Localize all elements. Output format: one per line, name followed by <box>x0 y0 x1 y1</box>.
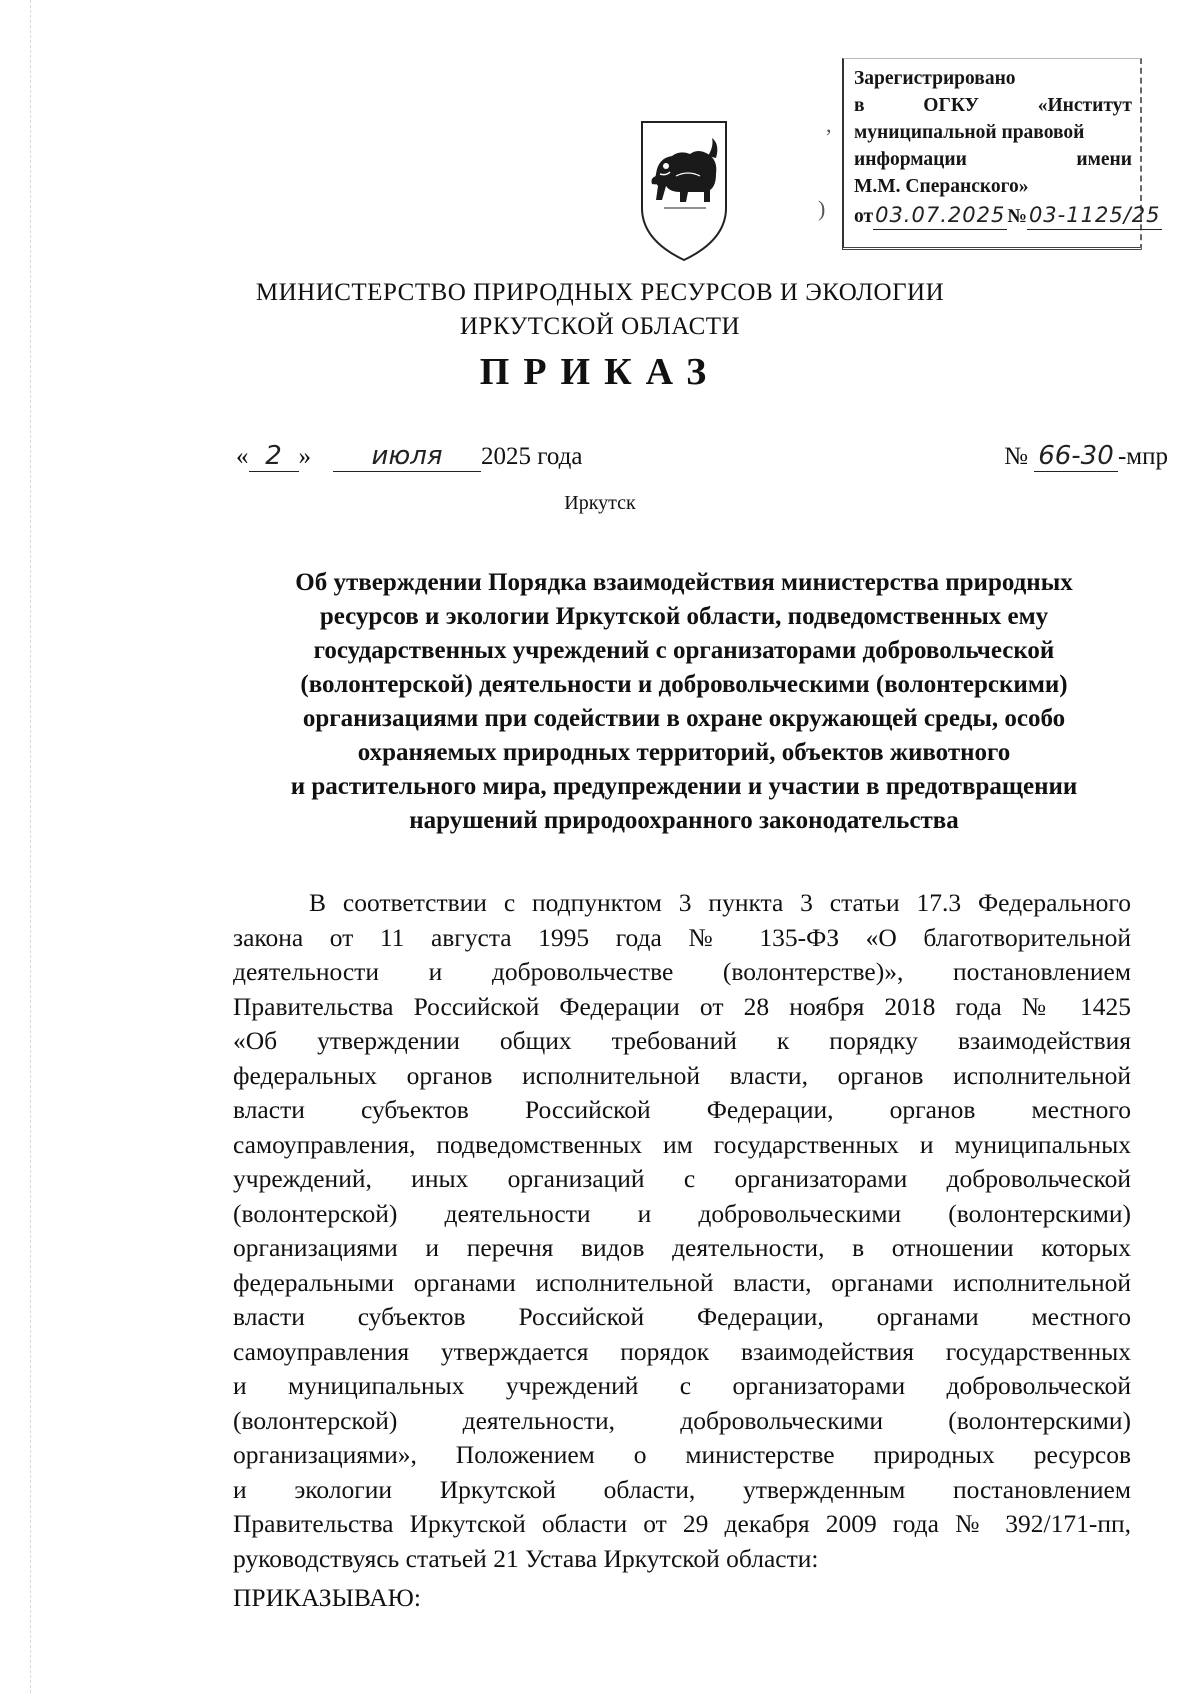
body-line: «Об утверждении общих требований к порядку взаимодействия <box>233 1026 1131 1055</box>
body-line: Правительства Иркутской области от 29 декабря 2009 года № 392/171-пп, <box>233 1509 1131 1538</box>
body-line: федеральных органов исполнительной власти, органов исполнительной <box>233 1060 1131 1090</box>
date-quote-open: « <box>236 443 249 470</box>
stamp-word: информации <box>854 149 967 170</box>
body-line: власти субъектов Российской Федерации, органами местного <box>233 1302 1131 1331</box>
registration-stamp <box>842 58 1161 250</box>
stamp-word: имени <box>1076 149 1132 170</box>
stamp-reg-date: 03.07.2025 <box>873 202 1007 230</box>
date-year: 2025 года <box>481 443 583 470</box>
ministry-name-line-2: ИРКУТСКОЙ ОБЛАСТИ <box>459 313 741 340</box>
subject-line: Об утверждении Порядка взаимодействия министерства природных <box>295 569 1073 596</box>
order-number-value: 66-30 <box>1034 441 1118 472</box>
order-number-suffix: -мпр <box>1117 443 1168 470</box>
subject-line: охраняемых природных территорий, объектов животного <box>357 739 1011 766</box>
order-date <box>236 440 582 474</box>
order-number <box>1004 440 1168 474</box>
body-line: самоуправления утверждается порядок взаимодействия государственных <box>233 1336 1131 1366</box>
date-month: июля <box>333 441 481 472</box>
stamp-word: ОГКУ <box>923 95 979 116</box>
subject-line: организациями при содействии в охране окружающей среды, особо <box>302 705 1066 732</box>
scan-edge <box>30 0 31 1693</box>
body-line: В соответствии с подпунктом 3 пункта 3 статьи 17.3 Федерального <box>309 888 1131 917</box>
stamp-word: «Институт <box>1037 95 1132 116</box>
body-line: руководствуясь статьей 21 Устава Иркутской области: <box>233 1543 819 1573</box>
body-line: и муниципальных учреждений с организаторами добровольческой <box>233 1371 1131 1400</box>
stamp-line-3: муниципальной правовой <box>854 122 1085 143</box>
ministry-name-line-1: МИНИСТЕРСТВО ПРИРОДНЫХ РЕСУРСОВ И ЭКОЛОГИИ <box>255 279 945 306</box>
stamp-line-5: М.М. Сперанского» <box>854 176 1029 197</box>
body-line: и экологии Иркутской области, утвержденным постановлением <box>233 1474 1131 1504</box>
body-line: деятельности и добровольчестве (волонтерстве)», постановлением <box>233 957 1131 986</box>
document-title: ПРИКАЗ <box>479 351 721 393</box>
subject-line: и растительного мира, предупреждении и участии в предотвращении <box>290 773 1078 800</box>
body-line: организациями и перечня видов деятельности, в отношении которых <box>233 1233 1131 1262</box>
subject-line: государственных учреждений с организаторами добровольческой <box>313 637 1055 664</box>
date-day: 2 <box>249 441 299 472</box>
stamp-reg-prefix: от <box>854 206 874 227</box>
stamp-word: в <box>854 95 865 116</box>
body-line: власти субъектов Российской Федерации, органов местного <box>233 1095 1131 1124</box>
stamp-line-2 <box>854 92 1140 119</box>
body-line: (волонтерской) деятельности и добровольческими (волонтерскими) <box>233 1198 1131 1228</box>
subject-line: ресурсов и экологии Иркутской области, подведомственных ему <box>319 603 1049 630</box>
body-line: закона от 11 августа 1995 года № 135-ФЗ «О благотворительной <box>233 922 1131 952</box>
body-line: федеральными органами исполнительной власти, органами исполнительной <box>233 1267 1131 1297</box>
body-line: (волонтерской) деятельности, добровольческими (волонтерскими) <box>233 1405 1131 1435</box>
body-line: самоуправления, подведомственных им государственных и муниципальных <box>233 1129 1131 1159</box>
body-line: Правительства Российской Федерации от 28 ноября 2018 года № 1425 <box>233 991 1131 1021</box>
scan-mark: ) <box>818 196 826 221</box>
stamp-reg-no-label: № <box>1007 206 1027 227</box>
scan-mark: , <box>826 112 832 137</box>
order-city: Иркутск <box>564 492 636 514</box>
stamp-reg-number: 03-1125/25 <box>1027 202 1163 230</box>
subject-line: (волонтерской) деятельности и добровольческими (волонтерскими) <box>300 671 1068 698</box>
order-number-label: № <box>1004 443 1028 470</box>
coat-of-arms-icon <box>636 116 732 264</box>
date-quote-close: » <box>298 443 311 470</box>
body-line: организациями», Положением о министерстве природных ресурсов <box>233 1440 1131 1469</box>
stamp-registration-row <box>854 202 1161 230</box>
subject-line: нарушений природоохранного законодательства <box>409 807 959 834</box>
stamp-line-1: Зарегистрировано <box>854 68 1016 89</box>
order-command: ПРИКАЗЫВАЮ: <box>233 1583 421 1612</box>
order-subject <box>236 566 1132 838</box>
order-preamble <box>233 886 1131 1576</box>
stamp-line-4 <box>854 146 1140 173</box>
body-line: учреждений, иных организаций с организаторами добровольческой <box>233 1164 1131 1193</box>
